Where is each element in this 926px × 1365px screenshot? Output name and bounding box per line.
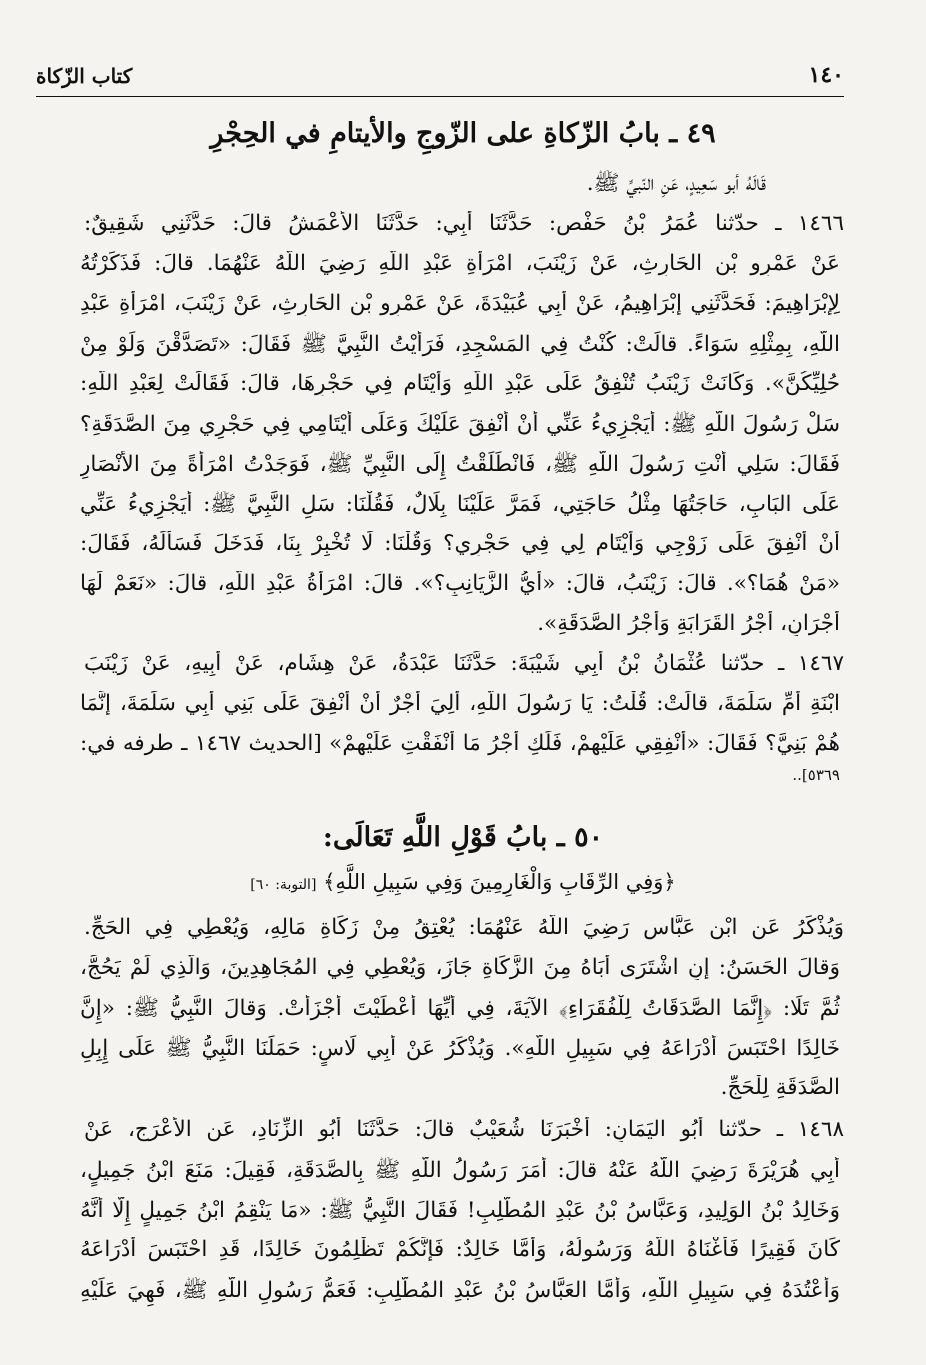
- chapter-heading-50: ٥٠ ـ بابُ قَوْلِ اللَّهِ تَعَالَى:: [322, 822, 604, 853]
- text-line: «مَنْ هُمَا؟». قالَ: زَيْنَبُ، قالَ: «أَيُّ الزَّيَانِبِ؟». قالَ: امْرَأَةُ عَبْدِ اللَّهِ، قالَ: «نَعَمْ لَهَا: [80, 571, 840, 596]
- text-line: ثُمَّ تَلَا: ﴿إِنَّمَا الصَّدَقَاتُ لِلْفُقَرَاءِ﴾ الآيَةَ، فِي أَيِّهَا أَعْطَيْتَ أَجْزَأَتْ. وَقالَ النَّبِيُّ ﷺ: «إِنَّ: [80, 996, 840, 1021]
- text-line: أَجْرَانِ، أَجْرُ القَرَابَةِ وَأَجْرُ الصَّدَقَةِ».: [537, 611, 840, 636]
- hadith-1466-line: ١٤٦٦ ـ حدّثنا عُمَرُ بْنُ حَفْصٍ: حَدَّثَنَا أَبِي: حَدَّثَنَا الأَعْمَشُ قالَ: حَدَّثَنِي شَقِيقٌ:: [84, 211, 844, 236]
- text-line: وَخَالِدُ بْنُ الوَلِيدِ، وَعَبَّاسُ بْنُ عَبْدِ المُطَّلِبِ! فَقَالَ النَّبِيُّ ﷺ: «مَا يَنْقِمُ ابْنُ جَمِيلٍ إِلَّا أَنَّهُ: [80, 1198, 840, 1223]
- text-line: الصَّدَقَةِ لِلْحَجِّ.: [720, 1075, 840, 1100]
- page-header: [36, 60, 844, 97]
- page-number: ١٤٠: [808, 62, 844, 88]
- text-line: ابْنَةِ أُمِّ سَلَمَةَ، قالَتْ: قُلْتُ: يَا رَسُولَ اللَّهِ، أَلِيَ أَجْرٌ أَنْ أُنْفِقَ عَلَى بَنِي أَبِي سَلَمَةَ، إِنَّمَا: [80, 691, 840, 716]
- text-line: أَبِي هُرَيْرَةَ رَضِيَ اللَّهُ عَنْهُ قالَ: أَمَرَ رَسُولُ اللَّهِ ﷺ بِالصَّدَقَةِ، فَقِيلَ: مَنَعَ ابْنُ جَمِيلٍ،: [80, 1158, 840, 1183]
- text-line: فَقَالَ: سَلِي أَنْتِ رَسُولَ اللَّهِ ﷺ، فَانْطَلَقْتُ إِلَى النَّبِيِّ ﷺ، فَوَجَدْتُ امْرَأَةً مِنَ الأَنْصَارِ: [80, 452, 840, 477]
- cross-reference: ٥٣٦٩]..: [792, 766, 840, 784]
- text-line: قَالَهُ أبو سَعِيدٍ، عَنِ النّبيِّ ﷺ.: [586, 171, 766, 196]
- running-head: كتاب الزّكاة: [36, 64, 133, 88]
- text-line: اللَّهِ، بِمِثْلِهِ سَوَاءً. قالَتْ: كُنْتُ فِي المَسْجِدِ، فَرَأَيْتُ النَّبِيَّ ﷺ فَقَالَ: «تَصَدَّقْنَ وَلَوْ مِنْ: [80, 332, 840, 357]
- text-line: لِإِبْرَاهِيمَ: فَحَدَّثَنِي إِبْرَاهِيمُ، عَنْ أَبِي عُبَيْدَةَ، عَنْ عَمْرِو بْنِ الحَارِثِ، عَنْ زَيْنَبَ، امْرَأَةِ عَبْدِ: [80, 291, 840, 316]
- text-line: وَأَعْتُدَهُ فِي سَبِيلِ اللَّهِ، وَأَمَّا العَبَّاسُ بْنُ عَبْدِ المُطَّلِبِ: فَعَمُّ رَسُولِ اللَّهِ ﷺ، فَهِيَ عَلَيْهِ: [80, 1278, 840, 1303]
- chapter-heading-49: ٤٩ ـ بابُ الزّكاةِ على الزّوجِ والأيتامِ في الحِجْرِ: [210, 118, 716, 149]
- text-line: خَالِدًا احْتَبَسَ أَدْرَاعَهُ فِي سَبِيلِ اللَّهِ». وَيُذْكَرُ عَنْ أَبِي لَاسٍ: حَمَلَنَا النَّبِيُّ ﷺ عَلَى إِبِلِ: [80, 1036, 840, 1061]
- text-line: حُلِيِّكُنَّ». وَكَانَتْ زَيْنَبُ تُنْفِقُ عَلَى عَبْدِ اللَّهِ وَأَيْتَامٍ فِي حَجْرِهَا، قالَ: فَقَالَتْ لِعَبْدِ اللَّهِ:: [80, 371, 840, 396]
- quran-reference: [التوبة: ٦٠]: [250, 877, 317, 893]
- text-line: عَلَى البَابِ، حَاجَتُهَا مِثْلُ حَاجَتِي، فَمَرَّ عَلَيْنَا بِلَالٌ، فَقُلْنَا: سَلِ النَّبِيَّ ﷺ: أَيَجْزِيءُ عَنِّي: [80, 492, 840, 517]
- text-line: أَنْ أُنْفِقَ عَلَى زَوْجِي وَأَيْتَامٍ لِي فِي حَجْرِي؟ وَقُلْنَا: لَا تُخْبِرْ بِنَا، فَدَخَلَ فَسَأَلَهُ، فَقَالَ:: [80, 531, 840, 556]
- hadith-1468-line: ١٤٦٨ ـ حدّثنا أَبُو اليَمَانِ: أَخْبَرَنَا شُعَيْبٌ قالَ: حَدَّثَنَا أَبُو الزِّنَادِ، عَنِ الأَعْرَجِ، عَنْ: [84, 1117, 844, 1142]
- text-line: عَنْ عَمْرِو بْنِ الحَارِثِ، عَنْ زَيْنَبَ، امْرَأَةِ عَبْدِ اللَّهِ رَضِيَ اللَّهُ عَنْهُمَا. قالَ: فَذَكَرْتُهُ: [80, 251, 840, 276]
- quran-verse-text: ﴿وَفِي الرِّقَابِ وَالْغَارِمِينَ وَفِي سَبِيلِ اللَّهِ﴾: [323, 870, 676, 894]
- text-line: سَلْ رَسُولَ اللَّهِ ﷺ: أَيَجْزِيءُ عَنِّي أَنْ أُنْفِقَ عَلَيْكَ وَعَلَى أَيْتَامِي فِي حَجْرِي مِنَ الصَّدَقَةِ؟: [80, 412, 840, 437]
- text-line: كَانَ فَقِيرًا فَأَغْنَاهُ اللَّهُ وَرَسُولُهُ، وَأَمَّا خَالِدٌ: فَإِنَّكُمْ تَظْلِمُونَ خَالِدًا، قَدِ احْتَبَسَ أَدْرَاعَهُ: [80, 1237, 840, 1262]
- text-line: هُمْ بَنِيَّ؟ فَقَالَ: «أَنْفِقِي عَلَيْهِمْ، فَلَكِ أَجْرُ مَا أَنْفَقْتِ عَلَيْهِمْ» [الحديث ١٤٦٧ ـ طرفه في:: [80, 731, 840, 756]
- text-line: وَيُذْكَرُ عَنِ ابْنِ عَبَّاسٍ رَضِيَ اللَّهُ عَنْهُمَا: يُعْتِقُ مِنْ زَكَاةِ مَالِهِ، وَيُعْطِي فِي الحَجِّ.: [84, 915, 844, 940]
- text-line: وَقالَ الحَسَنُ: إِنِ اشْتَرَى أَبَاهُ مِنَ الزَّكَاةِ جَازَ، وَيُعْطِي فِي المُجَاهِدِينَ، وَالَّذِي لَمْ يَحُجَّ،: [80, 955, 840, 980]
- hadith-1467-line: ١٤٦٧ ـ حدّثنا عُثْمَانُ بْنُ أَبِي شَيْبَةَ: حَدَّثَنَا عَبْدَةُ، عَنْ هِشَامٍ، عَنْ أَبِيهِ، عَنْ زَيْنَبَ: [84, 651, 844, 676]
- quran-verse: [60, 870, 866, 894]
